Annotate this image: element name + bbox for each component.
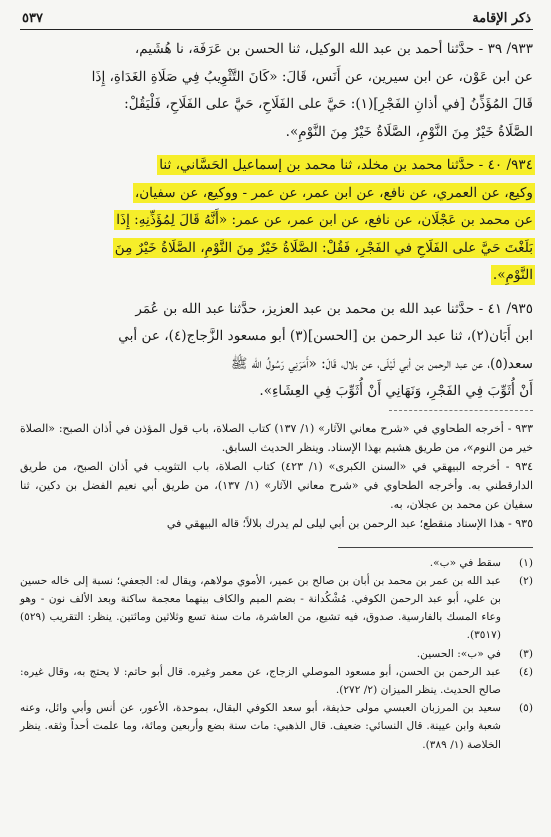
footnote-number: (٥) bbox=[519, 702, 533, 715]
hadith-line: أَنْ أُثَوِّبَ فِي الفَجْرِ، وَنَهَانِي أَنْ أُثَوِّبَ فِي العِشَاءِ». bbox=[259, 383, 533, 399]
page-number: ٥٣٧ bbox=[22, 11, 43, 26]
footnote bbox=[20, 645, 533, 663]
footnote bbox=[20, 663, 533, 699]
footnote bbox=[20, 699, 533, 754]
footnote-text: عبد الرحمن بن الحسن، أبو مسعود الموصلي الزجاج، عن معمر وغيره. قال أبو حاتم: لا يحتج به، وقال غيره: صالح الحديث. ينظر الميزان (٢/ ٢٧٢). bbox=[20, 665, 501, 696]
footnote-number: (٤) bbox=[519, 665, 533, 678]
highlighted-line: عن محمد بن عَجْلَان، عن نافع، عن ابن عمر، عن عمر: «أَنَّهُ قَالَ لِمُؤَذِّنِهِ: إِذَا bbox=[116, 212, 533, 228]
takhrij-section bbox=[20, 419, 533, 533]
footnote-text: عبد الله بن عمر بن محمد بن أبان بن صالح بن عمير، الأموي مولاهم، ويقال له: الجعفي؛ نسبة إلى خاله حسين بن علي، أبو عبد الرحمن الكوفي. مُشْكُدانة - بضم الميم والكاف بينهما معجمة ساكنة وبعد الألف نون - وهو وعاء المسك بالفارسية. صدوق، فيه تشيع، من العاشرة، مات سنة تسع وثلاثين ومائتين. ينظر: التقريب (٥٢٩) (٣٥١٧). bbox=[20, 574, 501, 642]
footnote bbox=[20, 554, 533, 572]
footnote-text: سعيد بن المرزبان العبسي مولى حذيفة، أبو سعد الكوفي البقال، بموحدة، الأعور، عن أنس وأبي وائل، وعنه شعبة وابن عيينة. قال النسائي: ضعيف. قال الذهبي: مات سنة بضع وأربعين ومائة، وما علمت أحداً وثقه. ينظر الخلاصة (١/ ٣٨٩). bbox=[20, 702, 501, 751]
running-header bbox=[20, 6, 533, 30]
footnote-number: (٣) bbox=[519, 647, 533, 660]
hadith-line: قَالَ المُؤَذِّنُ [في أذانِ الفَجْرِ](١): حَيَّ على الفَلَاحِ، حَيَّ على الفَلَاحِ، فَلْيَقُلْ: bbox=[124, 96, 533, 112]
highlighted-line: وكيع، عن العمري، عن نافع، عن ابن عمر، عن عمر - ووكيع، عن سفيان، bbox=[134, 184, 533, 201]
hadith-935 bbox=[20, 296, 533, 406]
footnote-text: سقط في «ب». bbox=[429, 556, 501, 569]
chapter-title: ذكر الإقامة bbox=[472, 11, 531, 26]
hadith-line: ٩٣٣/ ٣٩ - حدَّثنا أحمد بن عبد الله الوكيل، ثنا الحسن بن عَرَفَة، نا هُشَيم، bbox=[134, 41, 533, 57]
takhrij-divider bbox=[389, 410, 533, 411]
hadith-933 bbox=[20, 36, 533, 146]
footnote-divider bbox=[338, 547, 533, 548]
hadith-line: الصَّلَاةُ خَيْرٌ مِنَ النَّوْمِ، الصَّلَاةُ خَيْرٌ مِنَ النَّوْمِ». bbox=[285, 123, 533, 140]
hadith-934-highlighted bbox=[20, 152, 533, 290]
footnote-text: في «ب»: الحسين. bbox=[416, 647, 501, 660]
footnote bbox=[20, 572, 533, 645]
hadith-line: عن ابن عَوْن، عن ابن سيرين، عن أَنَس، قَالَ: «كَانَ التَّثْوِيبُ فِي صَلَاةِ الغَدَاةِ، إِذَا bbox=[91, 68, 533, 85]
takhrij-entry: ٩٣٤ - أخرجه البيهقي في «السنن الكبرى» (١/ ٤٢٣) كتاب الصلاة، باب التثويب في أذان الصبح، من طريق الدارقطني به. وأخرجه الطحاوي في «شرح معاني الآثار» (١/ ١٣٧)، من طريق أبي نعيم الفضل بن دكين، ثنا سفيان عن محمد بن عجلان، به. bbox=[20, 459, 534, 511]
highlighted-line: ٩٣٤/ ٤٠ - حدَّثنا محمد بن مخلد، ثنا محمد بن إسماعيل الحَسَّاني، ثنا bbox=[159, 157, 533, 173]
takhrij-entry: ٩٣٥ - هذا الإسناد منقطع؛ عبد الرحمن بن أبي ليلى لم يدرك بلالاً؛ قاله البيهقي في bbox=[166, 516, 533, 530]
hadith-line: ابن أَبَان(٢)، ثنا عبد الرحمن بن [الحسن](٣) أبو مسعود الزَّجاج(٤)، عن أبي bbox=[118, 328, 533, 344]
highlighted-line: بَلَغْتَ حَيَّ على الفَلَاحِ في الفَجْرِ، فَقُلْ: الصَّلَاةُ خَيْرٌ مِنَ النَّوْمِ، الصَّلَاةُ خَيْرٌ مِنَ bbox=[114, 239, 533, 256]
footnote-number: (٢) bbox=[519, 574, 533, 587]
hadith-line: ٩٣٥/ ٤١ - حدَّثنا عبد الله بن محمد بن عبد العزيز، حدَّثنا عبد الله بن عُمَر bbox=[135, 300, 533, 317]
hadith-line: سعد(٥)، عن عبد الرحمن بن أبي لَيْلَى، عن بلال، قَالَ: «أَمَرَنِي رَسُولُ الله ﷺ bbox=[230, 355, 533, 372]
highlighted-line: النَّوْمِ». bbox=[492, 267, 533, 283]
footnote-number: (١) bbox=[519, 556, 533, 569]
footnotes bbox=[20, 554, 533, 754]
takhrij-entry: ٩٣٣ - أخرجه الطحاوي في «شرح معاني الآثار» (١/ ١٣٧) كتاب الصلاة، باب قول المؤذن في أذان الصبح: «الصلاة خير من النوم»، من طريق هشيم بهذا الإسناد. وينظر الحديث السابق. bbox=[20, 421, 533, 454]
